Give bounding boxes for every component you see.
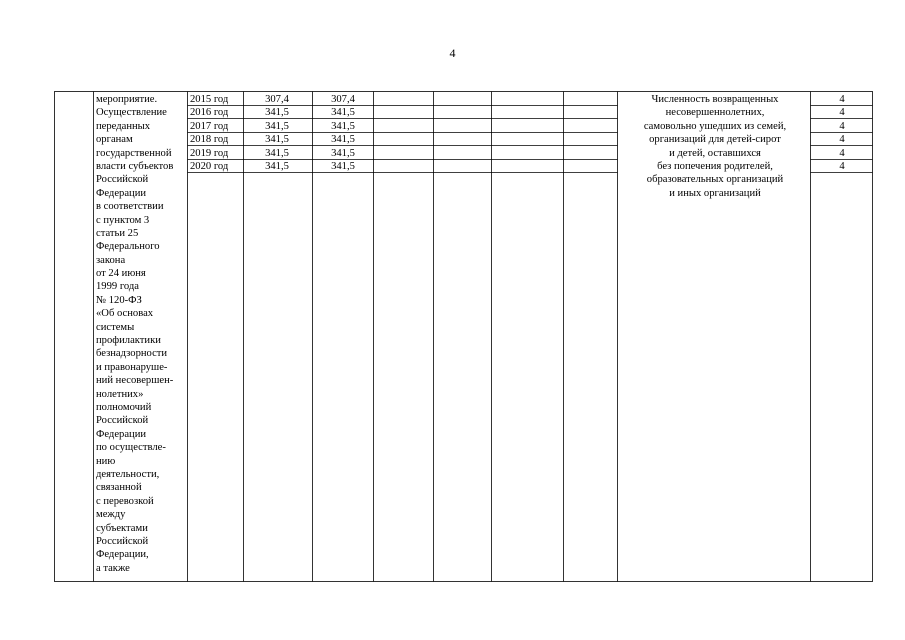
indicator-line: и иных организаций [669, 187, 761, 199]
indicator-value-cell: 4 [839, 147, 845, 159]
amount-cell-2: 341,5 [331, 120, 355, 132]
description-line: с пунктом 3 [96, 214, 150, 226]
indicator-value-cell: 4 [839, 94, 845, 105]
year-cell: 2015 год [190, 94, 229, 105]
description-line: профилактики [96, 335, 161, 347]
indicator-value-cell: 4 [839, 107, 845, 119]
indicator-line: и детей, оставшихся [669, 147, 761, 159]
description-line: связанной [96, 482, 142, 494]
year-cell: 2016 год [190, 107, 229, 119]
description-line: нию [96, 455, 116, 467]
description-line: мероприятие. [96, 94, 158, 105]
description-line: полномочий [96, 401, 152, 413]
description-line: ний несовершен- [96, 375, 174, 387]
description-line: деятельности, [96, 468, 160, 480]
description-line: Российской [96, 174, 149, 186]
description-line: с перевозкой [96, 495, 154, 507]
description-line: власти субъектов [96, 160, 174, 172]
description-line: «Об основах [96, 308, 154, 320]
amount-cell-2: 341,5 [331, 160, 355, 172]
description-line: а также [96, 562, 130, 574]
description-line: безнадзорности [96, 348, 168, 360]
amount-cell-2: 307,4 [331, 94, 355, 105]
description-line: статьи 25 [96, 227, 139, 239]
description-line: № 120-ФЗ [96, 294, 142, 306]
indicator-line: без попечения родителей, [657, 160, 773, 172]
description-line: между [96, 509, 126, 521]
description-line: Федерации, [96, 549, 149, 561]
description-line: 1999 года [96, 281, 140, 293]
description-line: субъектами [96, 522, 148, 534]
description-line: по осуществле- [96, 442, 166, 454]
indicator-value-cell: 4 [839, 120, 845, 132]
description-line: Российской [96, 535, 149, 547]
amount-cell-1: 307,4 [265, 94, 289, 105]
amount-cell-2: 341,5 [331, 134, 355, 146]
amount-column-1 [244, 93, 310, 173]
indicator-values-column [812, 93, 872, 173]
indicator-line: организаций для детей-сирот [649, 134, 781, 146]
amount-cell-1: 341,5 [265, 120, 289, 132]
indicator-value-cell: 4 [839, 134, 845, 146]
description-line: Осуществление [96, 107, 167, 119]
description-line: Федерации [96, 187, 147, 199]
description-line: Российской [96, 415, 149, 427]
amount-cell-1: 341,5 [265, 147, 289, 159]
indicator-line: образовательных организаций [646, 174, 784, 186]
year-cell: 2018 год [190, 134, 229, 146]
indicator-description [620, 93, 810, 200]
amount-cell-1: 341,5 [265, 160, 289, 172]
description-line: Федерации [96, 428, 147, 440]
year-column [190, 93, 242, 173]
description-line: закона [96, 254, 126, 266]
measure-description [96, 93, 173, 575]
description-line: органам [96, 134, 133, 146]
indicator-line: несовершеннолетних, [665, 107, 765, 119]
description-line: в соответствии [96, 201, 164, 213]
description-line: системы [96, 321, 135, 333]
amount-cell-1: 341,5 [265, 107, 289, 119]
description-line: и правонаруше- [96, 361, 168, 373]
year-cell: 2020 год [190, 160, 229, 172]
amount-cell-2: 341,5 [331, 147, 355, 159]
description-line: от 24 июня [96, 268, 146, 280]
indicator-line: самовольно ушедших из семей, [643, 120, 787, 132]
indicator-line: Численность возвращенных [651, 94, 779, 105]
description-line: нолетних» [96, 388, 144, 400]
amount-cell-1: 341,5 [265, 134, 289, 146]
description-line: переданных [96, 120, 151, 132]
description-line: Федерального [96, 241, 160, 253]
amount-column-2 [314, 93, 372, 173]
indicator-value-cell: 4 [839, 160, 845, 172]
description-line: государственной [96, 147, 172, 159]
page-number: 4 [449, 46, 456, 60]
year-cell: 2017 год [190, 120, 229, 132]
year-cell: 2019 год [190, 147, 229, 159]
amount-cell-2: 341,5 [331, 107, 355, 119]
